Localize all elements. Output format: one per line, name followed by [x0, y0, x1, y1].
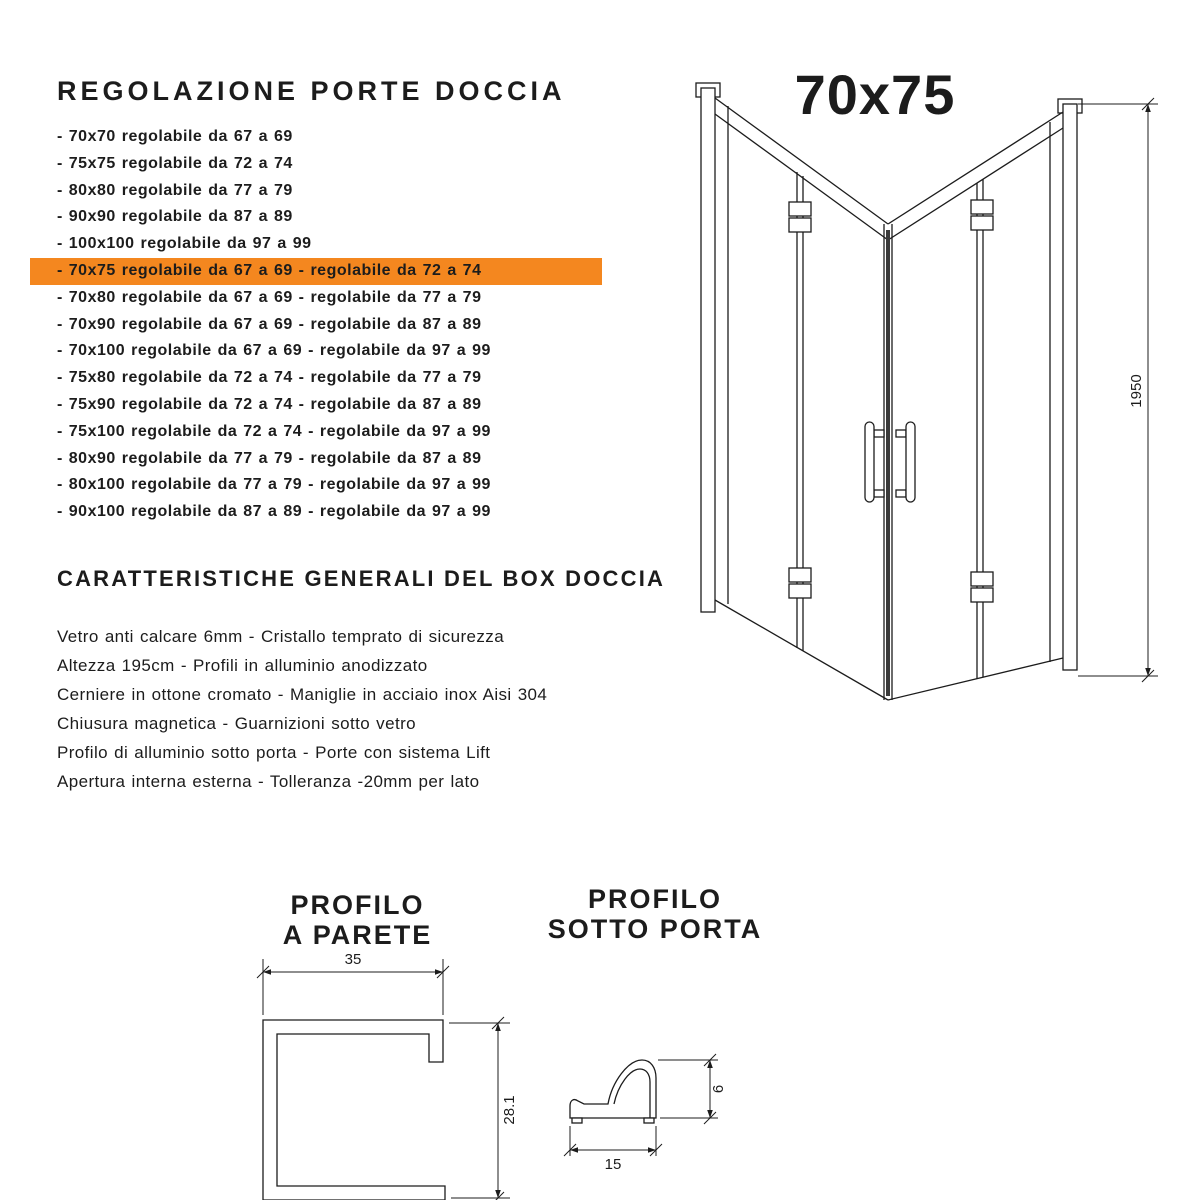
profile-foot [644, 1118, 654, 1123]
underdoor-profile-heading-line2: SOTTO PORTA [547, 914, 763, 944]
size-row: - 90x100 regolabile da 87 a 89 - regolabile da 97 a 99 [57, 503, 491, 521]
profile-foot [572, 1118, 582, 1123]
size-row: - 75x80 regolabile da 72 a 74 - regolabile da 77 a 79 [57, 369, 482, 387]
underdoor-width-label: 15 [604, 1156, 622, 1173]
wall-profile-heading [235, 890, 480, 950]
wall-profile-section [263, 1020, 445, 1200]
size-row: - 75x100 regolabile da 72 a 74 - regolabile da 97 a 99 [57, 422, 491, 440]
magnetic-closure-strip [886, 230, 890, 696]
single-size-list [57, 124, 312, 258]
underdoor-height-label: 6 [710, 1084, 727, 1094]
size-row: - 90x90 regolabile da 87 a 89 [57, 208, 293, 226]
characteristic-row: Vetro anti calcare 6mm - Cristallo temprato di sicurezza [57, 627, 505, 646]
size-row: - 75x75 regolabile da 72 a 74 [57, 154, 293, 172]
wall-profile-heading-line2: A PARETE [282, 920, 433, 950]
right-wall-profile [1063, 104, 1077, 670]
size-label: 70x75 [794, 63, 956, 126]
left-glass-bottom-edge [715, 600, 888, 700]
hinge [971, 200, 993, 602]
size-row-highlighted: - 70x75 regolabile da 67 a 69 - regolabile da 72 a 74 [30, 258, 602, 285]
size-row: - 70x80 regolabile da 67 a 69 - regolabile da 77 a 79 [57, 288, 482, 306]
size-row: - 80x100 regolabile da 77 a 79 - regolabile da 97 a 99 [57, 476, 491, 494]
height-dimension [658, 1054, 718, 1124]
height-dimension-label: 1950 [1128, 374, 1145, 408]
wall-profile-height-label: 28.1 [501, 1095, 518, 1125]
left-wall-profile [701, 88, 715, 612]
characteristic-row: Chiusura magnetica - Guarnizioni sotto vetro [57, 714, 416, 733]
combo-size-list [30, 258, 602, 526]
size-row: - 75x90 regolabile da 72 a 74 - regolabile da 87 a 89 [57, 395, 482, 413]
characteristic-row: Apertura interna esterna - Tolleranza -20mm per lato [57, 772, 480, 791]
wall-profile-drawing [230, 945, 530, 1200]
size-row: - 100x100 regolabile da 97 a 99 [57, 235, 312, 253]
characteristic-row: Altezza 195cm - Profili in alluminio anodizzato [57, 656, 428, 675]
wall-profile-width-label: 35 [344, 951, 362, 968]
characteristics-heading: CARATTERISTICHE GENERALI DEL BOX DOCCIA [57, 566, 666, 591]
right-glass-bottom-edge [888, 658, 1063, 700]
size-row: - 70x100 regolabile da 67 a 69 - regolabile da 97 a 99 [57, 342, 491, 360]
underdoor-profile-drawing [550, 1038, 740, 1183]
shower-enclosure-drawing [680, 60, 1200, 740]
underdoor-profile-section [570, 1060, 656, 1118]
characteristic-row: Profilo di alluminio sotto porta - Porte con sistema Lift [57, 743, 491, 762]
height-dimension [1078, 98, 1158, 682]
door-handle [865, 422, 884, 502]
hinge [789, 202, 811, 598]
size-row: - 80x90 regolabile da 77 a 79 - regolabile da 87 a 89 [57, 449, 482, 467]
size-row: - 70x70 regolabile da 67 a 69 [57, 128, 293, 145]
wall-profile-heading-line1: PROFILO [290, 890, 425, 920]
underdoor-profile-heading-line1: PROFILO [588, 884, 722, 914]
door-handle [896, 422, 915, 502]
size-row: - 80x80 regolabile da 77 a 79 [57, 181, 293, 199]
width-dimension [564, 1126, 662, 1156]
regulation-heading: REGOLAZIONE PORTE DOCCIA [57, 76, 566, 106]
characteristics-list [57, 622, 547, 796]
characteristic-row: Cerniere in ottone cromato - Maniglie in acciaio inox Aisi 304 [57, 685, 548, 704]
size-row: - 70x90 regolabile da 67 a 69 - regolabile da 87 a 89 [57, 315, 482, 333]
underdoor-profile-heading [530, 884, 780, 944]
